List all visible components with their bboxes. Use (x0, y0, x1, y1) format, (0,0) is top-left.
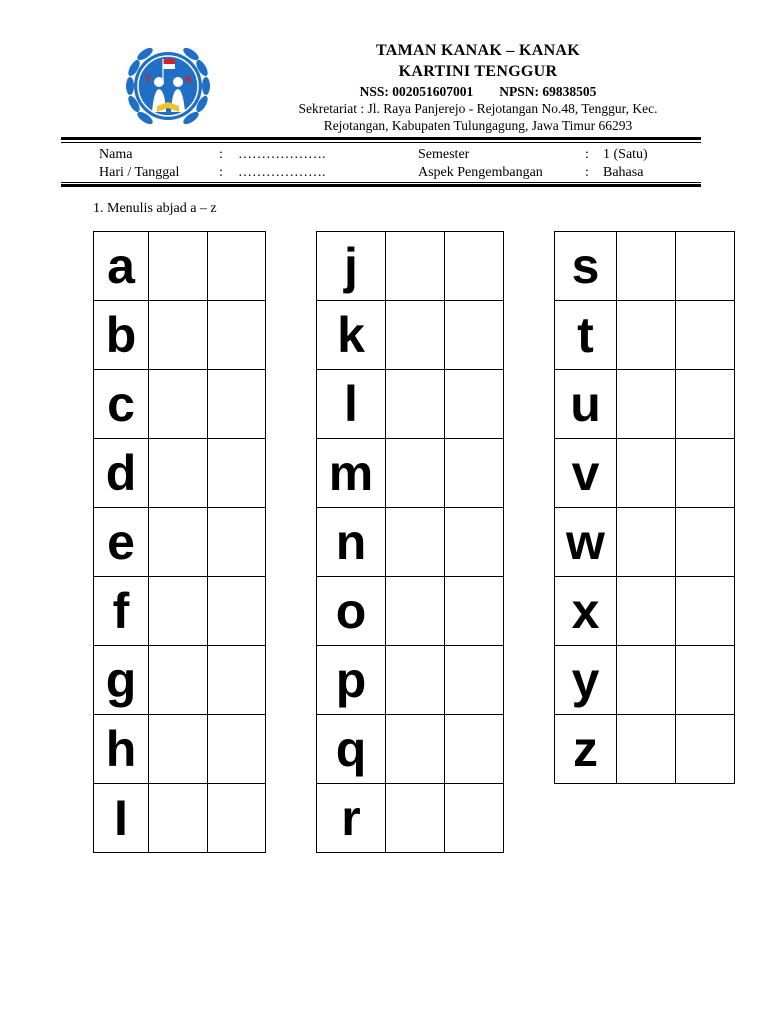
writing-box[interactable] (386, 232, 445, 301)
logo-letter-k: K (185, 74, 193, 86)
hari-tanggal-separator: : (219, 165, 223, 180)
table-row (317, 232, 504, 301)
info-divider-thick (61, 184, 701, 187)
aspek-value: Bahasa (603, 165, 644, 180)
school-name-line2: KARTINI TENGGUR (398, 63, 558, 80)
logo-letter-t: T (144, 74, 152, 86)
writing-box[interactable] (445, 577, 504, 646)
writing-box[interactable] (386, 439, 445, 508)
writing-box[interactable] (617, 439, 676, 508)
info-divider-thin (61, 182, 701, 183)
letter-table-s-z (554, 231, 735, 784)
writing-box[interactable] (445, 715, 504, 784)
writing-box[interactable] (149, 301, 208, 370)
writing-box[interactable] (208, 577, 266, 646)
table-row (555, 439, 735, 508)
writing-box[interactable] (676, 370, 735, 439)
header-divider-thick (61, 137, 701, 140)
writing-box[interactable] (149, 232, 208, 301)
writing-box[interactable] (386, 508, 445, 577)
letter-cell: w (555, 508, 617, 577)
header-divider-thin (61, 142, 701, 143)
letter-cell: p (317, 646, 386, 715)
aspek-label: Aspek Pengembangan (418, 165, 543, 180)
writing-box[interactable] (208, 715, 266, 784)
table-row (94, 370, 266, 439)
semester-label: Semester (418, 147, 470, 162)
writing-box[interactable] (617, 370, 676, 439)
writing-box[interactable] (676, 232, 735, 301)
letter-cell: I (94, 784, 149, 853)
table-row (94, 232, 266, 301)
writing-box[interactable] (208, 508, 266, 577)
writing-box[interactable] (445, 232, 504, 301)
writing-box[interactable] (676, 715, 735, 784)
letter-cell: r (317, 784, 386, 853)
flag-red (163, 59, 175, 64)
nama-label: Nama (99, 147, 133, 162)
writing-box[interactable] (386, 715, 445, 784)
letter-cell: s (555, 232, 617, 301)
writing-box[interactable] (149, 577, 208, 646)
writing-box[interactable] (149, 508, 208, 577)
writing-box[interactable] (676, 508, 735, 577)
letter-table-a-i (93, 231, 266, 853)
writing-box[interactable] (149, 784, 208, 853)
letter-cell: o (317, 577, 386, 646)
letter-cell: z (555, 715, 617, 784)
nama-field[interactable]: ………………. (238, 147, 326, 162)
writing-box[interactable] (445, 370, 504, 439)
writing-box[interactable] (149, 370, 208, 439)
letter-cell: l (317, 370, 386, 439)
nss-number: NSS: 002051607001 (359, 84, 474, 99)
writing-box[interactable] (386, 646, 445, 715)
letter-cell: k (317, 301, 386, 370)
writing-box[interactable] (676, 577, 735, 646)
writing-box[interactable] (386, 301, 445, 370)
table-row (317, 439, 504, 508)
letter-cell: h (94, 715, 149, 784)
writing-box[interactable] (617, 715, 676, 784)
writing-box[interactable] (445, 646, 504, 715)
table-row (94, 439, 266, 508)
table-row (555, 646, 735, 715)
writing-box[interactable] (208, 370, 266, 439)
writing-box[interactable] (676, 301, 735, 370)
letter-cell: d (94, 439, 149, 508)
table-row (94, 646, 266, 715)
letter-cell: q (317, 715, 386, 784)
letter-cell: g (94, 646, 149, 715)
letter-cell: c (94, 370, 149, 439)
table-row (555, 232, 735, 301)
writing-box[interactable] (617, 646, 676, 715)
letter-cell: y (555, 646, 617, 715)
writing-box[interactable] (445, 301, 504, 370)
writing-box[interactable] (617, 232, 676, 301)
table-row (555, 370, 735, 439)
letter-cell: f (94, 577, 149, 646)
npsn-number: NPSN: 69838505 (499, 84, 597, 99)
letter-cell: v (555, 439, 617, 508)
letter-cell: m (317, 439, 386, 508)
table-row (317, 508, 504, 577)
table-row (94, 301, 266, 370)
address-line1: Sekretariat : Jl. Raya Panjerejo - Rejotangan No.48, Tenggur, Kec. (298, 101, 658, 116)
table-row (317, 301, 504, 370)
school-name-line1: TAMAN KANAK – KANAK (375, 42, 581, 59)
writing-box[interactable] (208, 439, 266, 508)
letter-cell: a (94, 232, 149, 301)
address-line2: Rejotangan, Kabupaten Tulungagung, Jawa Timur 66293 (323, 118, 633, 133)
table-row (94, 784, 266, 853)
table-row (94, 577, 266, 646)
letter-cell: n (317, 508, 386, 577)
table-row (94, 715, 266, 784)
letter-cell: e (94, 508, 149, 577)
table-row (555, 577, 735, 646)
writing-box[interactable] (386, 577, 445, 646)
table-row (555, 301, 735, 370)
writing-box[interactable] (208, 646, 266, 715)
writing-box[interactable] (149, 646, 208, 715)
table-row (555, 508, 735, 577)
question-title: 1. Menulis abjad a – z (93, 201, 217, 216)
letter-cell: b (94, 301, 149, 370)
letter-cell: u (555, 370, 617, 439)
letter-cell: j (317, 232, 386, 301)
semester-value: 1 (Satu) (603, 147, 648, 162)
writing-box[interactable] (149, 439, 208, 508)
table-row (555, 715, 735, 784)
hari-tanggal-field[interactable]: ………………. (238, 165, 326, 180)
table-row (317, 784, 504, 853)
writing-box[interactable] (617, 508, 676, 577)
table-row (317, 646, 504, 715)
writing-box[interactable] (445, 784, 504, 853)
letter-cell: x (555, 577, 617, 646)
writing-box[interactable] (617, 577, 676, 646)
nama-separator: : (219, 147, 223, 162)
writing-box[interactable] (676, 646, 735, 715)
school-logo (123, 42, 213, 130)
flag-white (163, 64, 175, 69)
semester-separator: : (585, 147, 589, 162)
writing-box[interactable] (676, 439, 735, 508)
writing-box[interactable] (617, 301, 676, 370)
aspek-separator: : (585, 165, 589, 180)
writing-box[interactable] (208, 232, 266, 301)
table-row (94, 508, 266, 577)
writing-box[interactable] (386, 370, 445, 439)
writing-box[interactable] (208, 784, 266, 853)
letterhead (262, 40, 694, 134)
hari-tanggal-label: Hari / Tanggal (99, 165, 180, 180)
table-row (317, 715, 504, 784)
writing-box[interactable] (445, 439, 504, 508)
writing-box[interactable] (208, 301, 266, 370)
school-ids (262, 83, 694, 100)
letter-table-j-r (316, 231, 504, 853)
writing-box[interactable] (445, 508, 504, 577)
writing-box[interactable] (386, 784, 445, 853)
table-row (317, 577, 504, 646)
writing-box[interactable] (149, 715, 208, 784)
letter-cell: t (555, 301, 617, 370)
table-row (317, 370, 504, 439)
